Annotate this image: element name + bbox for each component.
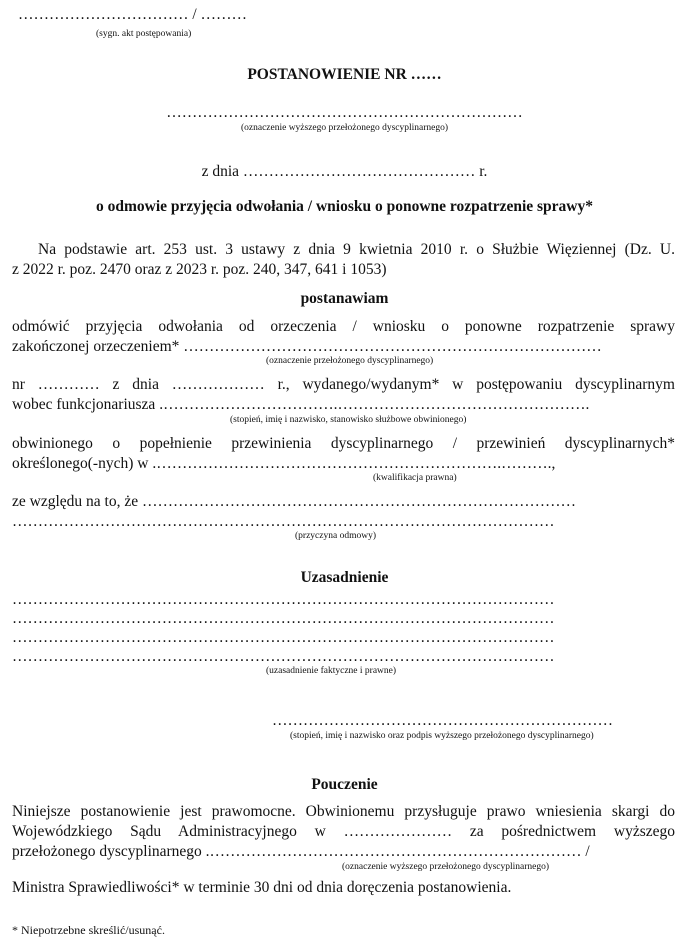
instruction-heading: Pouczenie <box>311 776 378 793</box>
case-number-caption: (sygn. akt postępowania) <box>96 29 192 39</box>
superior-caption: (oznaczenie wyższego przełożonego dyscyplinarnego) <box>240 123 449 133</box>
decision-heading: postanawiam <box>300 290 389 307</box>
justification-line-1: …………………………………………………………………………………………… <box>12 591 555 608</box>
signature-caption: (stopień, imię i nazwisko oraz podpis wyższego przełożonego dyscyplinarnego) <box>290 731 594 741</box>
decision-line-2: zakończonej orzeczeniem* ……………………………………………………………………… <box>12 338 602 355</box>
instruction-line-1: Niniejsze postanowienie jest prawomocne. Obwinionemu przysługuje prawo wniesienia skargi do <box>12 803 675 820</box>
legal-basis-line-1: Na podstawie art. 253 ust. 3 ustawy z dnia 9 kwietnia 2010 r. o Służbie Więziennej (Dz. U. <box>38 241 675 258</box>
instruction-line-2: Wojewódzkiego Sądu Administracyjnego w ………………… za pośrednictwem wyższego <box>12 823 675 840</box>
decision-line-4: wobec funkcjonariusza .…………………………….…………………………………………. <box>12 396 590 413</box>
decision-line-1: odmówić przyjęcia odwołania od orzeczenia / wniosku o ponowne rozpatrzenie sprawy <box>12 318 675 335</box>
subject-line: o odmowie przyjęcia odwołania / wniosku o ponowne rozpatrzenie sprawy* <box>95 198 593 215</box>
date-line: z dnia ……………………………………… r. <box>201 163 488 180</box>
instruction-caption: (oznaczenie wyższego przełożonego dyscyplinarnego) <box>342 862 550 872</box>
decision-caption-1: (oznaczenie przełożonego dyscyplinarnego) <box>266 356 434 366</box>
instruction-line-4: Ministra Sprawiedliwości* w terminie 30 dni od dnia doręczenia postanowienia. <box>12 879 512 896</box>
case-number-line: …………………………… / ……… <box>18 6 248 23</box>
decision-caption-2: (stopień, imię i nazwisko, stanowisko służbowe obwinionego) <box>230 415 467 425</box>
justification-line-2: …………………………………………………………………………………………… <box>12 610 555 627</box>
decision-line-8: …………………………………………………………………………………………… <box>12 513 555 530</box>
decision-line-6: określonego(-nych) w .………………………………………………………….………., <box>12 455 556 472</box>
justification-line-4: …………………………………………………………………………………………… <box>12 648 555 665</box>
decision-line-3: nr ………… z dnia ……………… r., wydanego/wydanym* w postępowaniu dyscyplinarnym <box>12 376 675 393</box>
legal-basis-line-2: z 2022 r. poz. 2470 oraz z 2023 r. poz. 240, 347, 641 i 1053) <box>12 261 387 278</box>
decision-caption-4: (przyczyna odmowy) <box>295 531 376 541</box>
decision-line-7: ze względu na to, że ………………………………………………………………………… <box>12 493 576 510</box>
justification-caption: (uzasadnienie faktyczne i prawne) <box>266 666 397 676</box>
justification-line-3: …………………………………………………………………………………………… <box>12 629 555 646</box>
justification-heading: Uzasadnienie <box>300 569 389 586</box>
instruction-line-3: przełożonego dyscyplinarnego .……………………………………………………………… / <box>12 843 590 860</box>
signature-line: ………………………………………………………… <box>272 712 613 729</box>
decision-caption-3: (kwalifikacja prawna) <box>373 473 457 483</box>
document-title: POSTANOWIENIE NR …… <box>247 66 442 83</box>
footnote: * Niepotrzebne skreślić/usunąć. <box>12 923 165 937</box>
superior-line: …………………………………………………………… <box>166 104 523 121</box>
decision-line-5: obwinionego o popełnienie przewinienia dyscyplinarnego / przewinień dyscyplinarnych* <box>12 435 675 452</box>
